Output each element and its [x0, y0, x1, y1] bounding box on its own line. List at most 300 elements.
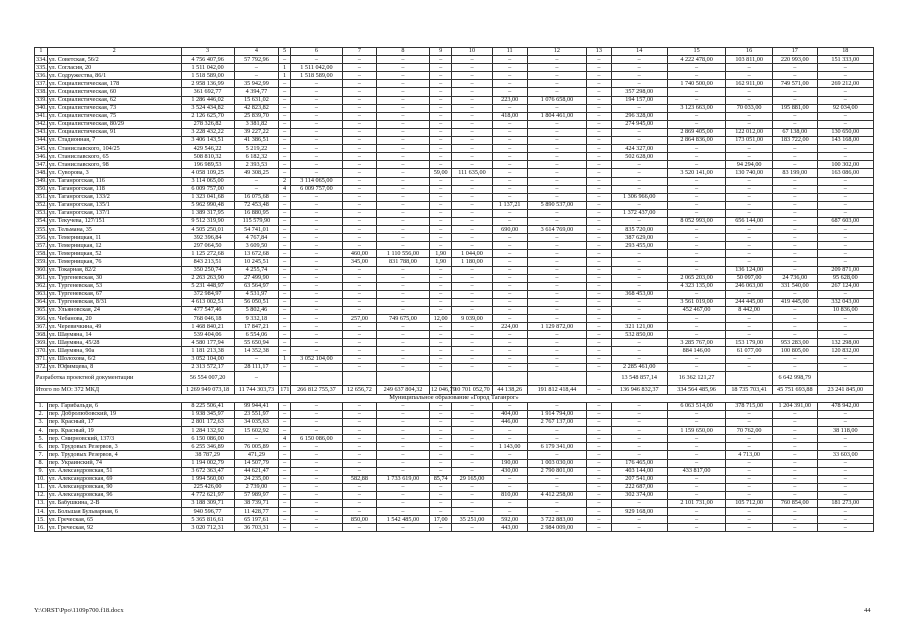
table-cell: –	[492, 451, 527, 459]
table-cell: –	[726, 331, 773, 339]
table-cell: –	[279, 427, 291, 435]
table-cell: –	[817, 459, 873, 467]
table-cell: –	[667, 193, 725, 201]
table-cell: 348.	[36, 168, 47, 176]
table-cell: –	[279, 419, 291, 427]
table-cell: –	[342, 467, 376, 475]
table-cell: –	[430, 217, 452, 225]
table-cell: –	[667, 459, 725, 467]
table-cell: –	[667, 145, 725, 153]
table-cell: 3 188 309,71	[181, 499, 234, 507]
table-row	[35, 169, 874, 177]
table-cell: –	[611, 419, 667, 427]
table-cell: –	[279, 226, 291, 234]
table-cell: –	[452, 266, 492, 274]
table-cell: –	[492, 290, 527, 298]
table-cell: –	[430, 508, 452, 516]
table-cell: –	[279, 80, 291, 88]
table-cell: 13 548 857,14	[611, 371, 667, 385]
table-cell: –	[817, 491, 873, 499]
table-cell: –	[290, 475, 342, 483]
table-cell	[817, 371, 873, 385]
table-cell: –	[527, 363, 586, 371]
table-row	[35, 72, 874, 80]
table-cell: –	[667, 355, 725, 363]
header-cell: 11	[492, 48, 527, 56]
table-cell: –	[376, 402, 429, 410]
table-cell: –	[342, 234, 376, 242]
table-cell: 224,00	[492, 323, 527, 331]
table-cell: –	[726, 524, 773, 532]
table-cell: –	[279, 266, 291, 274]
table-cell: 850,00	[342, 516, 376, 524]
table-cell: –	[279, 145, 291, 153]
table-cell: –	[452, 402, 492, 410]
table-cell: 222 687,00	[611, 483, 667, 491]
table-cell: –	[492, 88, 527, 96]
table-cell: –	[279, 250, 291, 258]
table-cell: –	[290, 282, 342, 290]
table-cell: –	[452, 104, 492, 112]
table-cell: 33 603,00	[817, 451, 873, 459]
table-cell: 8.	[35, 459, 48, 467]
table-cell: 162 911,00	[726, 80, 773, 88]
table-cell: –	[492, 137, 527, 145]
table-cell: 387 629,00	[611, 234, 667, 242]
table-cell: 351.	[36, 193, 47, 201]
table-cell: 42 823,82	[234, 104, 279, 112]
table-cell: 63 564,97	[234, 282, 279, 290]
table-cell: 1.	[35, 402, 48, 410]
table-cell: –	[667, 435, 725, 443]
table-cell: –	[290, 315, 342, 323]
table-cell: –	[726, 226, 773, 234]
address-cell: пер. Гарибальди, 6	[47, 402, 181, 410]
table-cell: –	[667, 475, 725, 483]
table-cell: 100 302,00	[817, 161, 873, 169]
table-cell: 350 250,74	[181, 266, 234, 274]
table-cell: 1 125 272,68	[181, 250, 234, 258]
table-cell: 1 180,00	[452, 258, 492, 266]
table-cell: –	[527, 169, 586, 177]
table-cell: 41 386,51	[234, 137, 279, 145]
table-cell: –	[376, 282, 429, 290]
table-cell: –	[452, 80, 492, 88]
table-cell: –	[430, 104, 452, 112]
table-cell: 16 362 121,27	[667, 371, 725, 385]
table-cell: 12.	[35, 491, 48, 499]
table-cell: –	[817, 475, 873, 483]
table-cell: 122 012,00	[726, 128, 773, 136]
table-row	[35, 491, 874, 499]
table-cell: 6 179 341,00	[527, 443, 586, 451]
table-cell: 430,00	[492, 467, 527, 475]
table-cell: 2.	[35, 410, 48, 418]
table-row	[35, 435, 874, 443]
table-cell: –	[290, 137, 342, 145]
table-cell: –	[611, 266, 667, 274]
table-cell: –	[342, 88, 376, 96]
address-cell: ул. Стадионная, 7	[47, 137, 181, 145]
table-row	[35, 201, 874, 209]
table-cell: –	[772, 443, 817, 451]
table-cell: –	[611, 402, 667, 410]
table-cell: –	[587, 363, 611, 371]
table-cell: –	[376, 459, 429, 467]
table-cell: –	[279, 112, 291, 120]
table-cell: –	[492, 209, 527, 217]
table-cell: 343.	[36, 128, 47, 136]
table-cell: –	[279, 88, 291, 96]
table-cell: –	[279, 161, 291, 169]
table-cell: 953 283,00	[772, 339, 817, 347]
table-cell: –	[611, 274, 667, 282]
table-cell: 2 790 801,00	[527, 467, 586, 475]
table-cell: –	[492, 315, 527, 323]
table-cell: –	[726, 459, 773, 467]
table-cell: –	[492, 363, 527, 371]
table-cell: –	[817, 508, 873, 516]
table-cell: 6 642 998,79	[772, 371, 817, 385]
address-cell: ул. Александровская, 96	[47, 491, 181, 499]
address-cell: ул. Ульяновская, 24	[47, 307, 181, 315]
table-cell: 1 284 132,92	[181, 427, 234, 435]
table-cell: –	[430, 427, 452, 435]
table-cell: 352.	[36, 201, 47, 209]
table-cell: –	[772, 266, 817, 274]
table-cell: –	[290, 363, 342, 371]
table-cell: –	[667, 516, 725, 524]
table-cell: 443,00	[492, 524, 527, 532]
address-cell: ул. Тургеневская, 8/31	[47, 298, 181, 306]
table-cell: –	[587, 451, 611, 459]
table-cell: –	[492, 193, 527, 201]
table-cell: –	[342, 72, 376, 80]
table-cell: –	[587, 467, 611, 475]
table-cell: 5 365 816,61	[181, 516, 234, 524]
table-cell: 38 787,29	[181, 451, 234, 459]
table-cell: –	[342, 331, 376, 339]
table-cell: –	[342, 266, 376, 274]
table-cell: –	[817, 112, 873, 120]
table-cell: –	[587, 307, 611, 315]
table-cell: –	[611, 64, 667, 72]
table-cell: –	[817, 435, 873, 443]
table-cell: –	[290, 242, 342, 250]
table-cell: –	[342, 410, 376, 418]
table-cell: –	[452, 234, 492, 242]
table-cell: 1 511 042,00	[290, 64, 342, 72]
table-row	[35, 266, 874, 274]
table-cell: –	[817, 201, 873, 209]
table-cell: 338.	[36, 87, 47, 95]
table-cell: –	[342, 137, 376, 145]
table-cell: –	[430, 402, 452, 410]
table-cell: 446,00	[492, 419, 527, 427]
table-cell: –	[279, 217, 291, 225]
table-cell: –	[234, 177, 279, 185]
table-cell: –	[726, 475, 773, 483]
table-cell: 50 097,00	[726, 274, 773, 282]
table-cell: –	[290, 104, 342, 112]
table-cell: –	[342, 323, 376, 331]
table-cell: –	[452, 298, 492, 306]
table-cell: –	[430, 145, 452, 153]
table-cell: –	[726, 64, 773, 72]
footer-file-path: Y:\ORST\Ppo\1109p700.f18.docx	[34, 607, 124, 614]
table-cell: –	[587, 274, 611, 282]
address-cell: ул. Темерницкая, 76	[47, 258, 181, 266]
table-cell: –	[342, 451, 376, 459]
table-cell: 2 801 172,63	[181, 419, 234, 427]
table-cell: –	[290, 491, 342, 499]
total-cell: 266 812 755,37	[290, 385, 342, 394]
table-cell: –	[726, 435, 773, 443]
table-cell: –	[667, 201, 725, 209]
table-row	[35, 234, 874, 242]
table-cell: 884 146,00	[667, 347, 725, 355]
table-cell: –	[772, 209, 817, 217]
table-cell: 1 110 556,00	[376, 250, 429, 258]
table-cell: 365.	[36, 306, 47, 314]
address-cell: ул. Таганрогская, 135/1	[47, 201, 181, 209]
table-cell: –	[587, 419, 611, 427]
table-cell: 4 772 621,97	[181, 491, 234, 499]
table-cell: 95 628,00	[817, 274, 873, 282]
header-cell: 9	[430, 48, 452, 56]
table-cell	[430, 371, 452, 385]
table-cell: –	[587, 483, 611, 491]
table-cell: 2 313 572,17	[181, 363, 234, 371]
table-cell: –	[587, 475, 611, 483]
table-cell: –	[342, 508, 376, 516]
table-cell: –	[772, 483, 817, 491]
table-cell: 3 114 065,00	[290, 177, 342, 185]
table-cell: –	[726, 145, 773, 153]
table-cell: 5 962 990,48	[181, 201, 234, 209]
table-cell: –	[527, 185, 586, 193]
table-row	[35, 459, 874, 467]
address-cell: ул. Согласия, 20	[47, 64, 181, 72]
table-cell: 357 298,00	[611, 88, 667, 96]
table-cell: 768 046,18	[181, 315, 234, 323]
table-cell: 6 182,32	[234, 153, 279, 161]
table-row	[35, 128, 874, 136]
table-cell: –	[527, 315, 586, 323]
table-cell: –	[587, 209, 611, 217]
table-cell: –	[527, 120, 586, 128]
table-cell: 354.	[36, 217, 47, 225]
table-cell: 4 531,97	[234, 290, 279, 298]
table-cell: 3 020 712,31	[181, 524, 234, 532]
table-cell: 760 854,00	[772, 499, 817, 507]
header-cell: 3	[181, 48, 234, 56]
table-cell: 403 144,00	[611, 467, 667, 475]
table-cell: –	[667, 363, 725, 371]
table-cell: –	[667, 185, 725, 193]
table-cell: 346.	[36, 152, 47, 160]
table-cell: –	[611, 499, 667, 507]
table-cell: 5.	[35, 435, 48, 443]
table-cell: –	[279, 459, 291, 467]
table-cell: –	[667, 323, 725, 331]
table-cell: 1	[279, 72, 291, 80]
table-cell: –	[587, 355, 611, 363]
table-cell: 15.	[35, 516, 48, 524]
project-docs-label: Разработка проектной документации	[35, 371, 182, 385]
table-cell: –	[376, 323, 429, 331]
address-cell: ул. Социалистическая, 62	[47, 96, 181, 104]
table-cell: 339.	[36, 96, 47, 103]
table-cell: 94 294,00	[726, 161, 773, 169]
table-cell: 3 114 065,00	[181, 177, 234, 185]
table-cell: –	[290, 250, 342, 258]
table-cell: –	[667, 242, 725, 250]
table-cell: –	[667, 419, 725, 427]
table-cell: 10.	[35, 475, 48, 483]
table-row	[35, 298, 874, 306]
table-cell: 223,00	[492, 96, 527, 104]
table-cell: –	[772, 226, 817, 234]
table-cell: 105 712,00	[726, 499, 773, 507]
table-cell: –	[452, 209, 492, 217]
table-cell: –	[611, 128, 667, 136]
table-cell: –	[772, 419, 817, 427]
table-cell: –	[611, 177, 667, 185]
table-cell: –	[817, 96, 873, 104]
table-cell: 364.	[36, 298, 47, 306]
table-cell: –	[376, 145, 429, 153]
table-cell: –	[587, 112, 611, 120]
table-cell: –	[726, 250, 773, 258]
project-docs-row	[35, 371, 874, 385]
address-cell: ул. Греческая, 65	[47, 516, 181, 524]
table-cell: 132 298,00	[817, 339, 873, 347]
table-cell: –	[772, 193, 817, 201]
table-cell: –	[527, 483, 586, 491]
table-cell: –	[342, 193, 376, 201]
table-cell: –	[611, 451, 667, 459]
table-cell: 25 839,70	[234, 112, 279, 120]
table-cell: –	[376, 491, 429, 499]
table-cell: –	[772, 120, 817, 128]
table-cell: –	[772, 323, 817, 331]
table-cell: –	[376, 185, 429, 193]
table-cell: –	[452, 64, 492, 72]
table-cell: –	[430, 274, 452, 282]
address-cell: пер. Трудовых Резервов, 3	[47, 443, 181, 451]
table-cell: –	[452, 508, 492, 516]
table-cell: –	[452, 331, 492, 339]
table-cell: –	[290, 128, 342, 136]
table-cell: –	[817, 331, 873, 339]
table-cell: –	[452, 363, 492, 371]
table-cell: 196 989,53	[181, 161, 234, 169]
table-cell: –	[342, 217, 376, 225]
table-row	[35, 193, 874, 201]
table-cell: 1 468 840,21	[181, 323, 234, 331]
table-row	[35, 516, 874, 524]
table-row	[35, 242, 874, 250]
address-cell: ул. Социалистическая, 80/29	[47, 120, 181, 128]
table-cell: 368 453,00	[611, 290, 667, 298]
table-cell: –	[587, 185, 611, 193]
address-cell: ул. Станиславского, 98	[47, 161, 181, 169]
table-cell: –	[492, 153, 527, 161]
table-cell: –	[726, 258, 773, 266]
table-cell: 65 197,61	[234, 516, 279, 524]
table-cell: –	[430, 290, 452, 298]
table-cell: 6 009 757,00	[181, 185, 234, 193]
table-row	[35, 410, 874, 418]
table-cell: –	[772, 315, 817, 323]
table-row	[35, 80, 874, 88]
total-cell: 1 269 949 073,18	[181, 385, 234, 394]
table-cell: 1 181 213,38	[181, 347, 234, 355]
address-cell: ул. Таганрогская, 133/2	[47, 193, 181, 201]
table-cell: –	[452, 355, 492, 363]
table-cell: –	[430, 177, 452, 185]
table-row	[35, 282, 874, 290]
table-cell: 4.	[35, 427, 48, 435]
table-cell: 345,00	[342, 258, 376, 266]
table-cell: –	[587, 104, 611, 112]
table-cell: –	[492, 80, 527, 88]
table-cell: –	[376, 112, 429, 120]
table-cell: –	[376, 128, 429, 136]
table-cell: –	[527, 282, 586, 290]
table-cell: –	[527, 56, 586, 64]
table-cell: –	[587, 499, 611, 507]
table-cell: –	[452, 145, 492, 153]
table-cell: –	[430, 242, 452, 250]
address-cell: пер. Красный, 17	[47, 419, 181, 427]
table-cell: –	[290, 217, 342, 225]
table-cell: 29 165,00	[452, 475, 492, 483]
table-cell: 345.	[36, 144, 47, 152]
table-cell: 244 445,00	[726, 298, 773, 306]
table-cell: 656 144,00	[726, 217, 773, 225]
table-cell: –	[611, 315, 667, 323]
header-row	[35, 48, 874, 56]
table-cell: –	[587, 427, 611, 435]
table-cell: –	[492, 282, 527, 290]
table-cell: 340.	[36, 104, 47, 112]
table-cell: –	[430, 193, 452, 201]
table-cell: 246 063,00	[726, 282, 773, 290]
table-cell: –	[667, 491, 725, 499]
table-cell: 4 505 250,01	[181, 226, 234, 234]
table-cell: –	[527, 499, 586, 507]
table-cell: –	[492, 250, 527, 258]
table-cell: –	[452, 96, 492, 104]
table-cell: –	[817, 88, 873, 96]
table-row	[35, 467, 874, 475]
header-cell: 6	[290, 48, 342, 56]
table-cell: –	[492, 258, 527, 266]
address-cell: ул. Шолохова, 6/2	[47, 355, 181, 363]
table-cell: –	[667, 250, 725, 258]
table-cell: –	[376, 104, 429, 112]
table-cell: –	[726, 355, 773, 363]
table-cell: –	[772, 185, 817, 193]
table-cell: 940 596,77	[181, 508, 234, 516]
table-cell: –	[587, 226, 611, 234]
table-cell: –	[667, 258, 725, 266]
address-cell: ул. Социалистическая, 73	[47, 104, 181, 112]
table-cell: –	[492, 145, 527, 153]
table-cell: –	[611, 443, 667, 451]
